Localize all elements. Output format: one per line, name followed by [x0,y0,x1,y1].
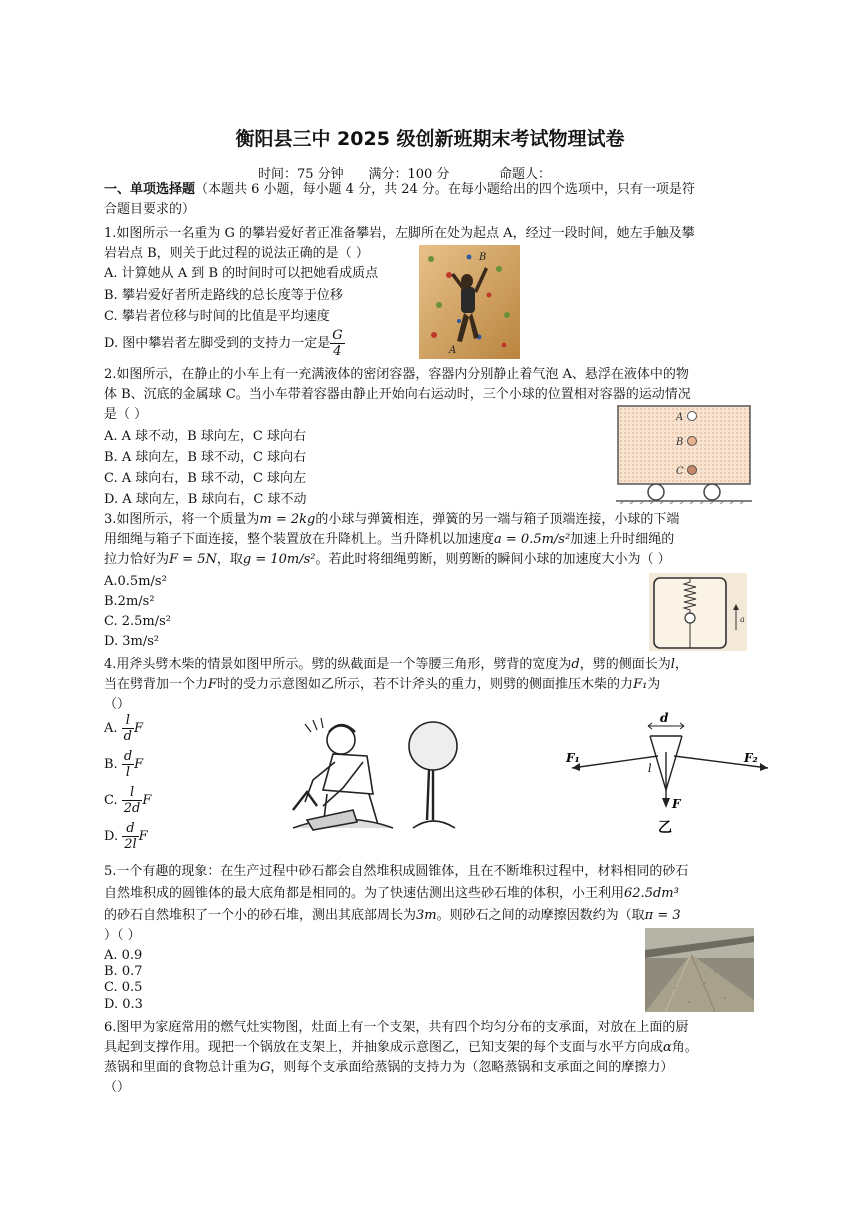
section-header [104,180,695,200]
q1-option-a: A. 计算她从 A 到 B 的时间时可以把她看成质点 [104,266,379,281]
q2-option-c: C. A 球向右，B 球不动，C 球向左 [104,471,307,486]
q4-stem-line1 [104,655,688,675]
exam-title: 衡阳县三中 2025 级创新班期末考试物理试卷 [235,128,625,150]
q1-option-d-fraction [330,328,344,359]
q6-text: ，则每个支承面给蒸锅的支持力为（忽略蒸锅和支承面之间的摩擦力） [270,1060,674,1075]
q5-text: 自然堆积成的圆锥体的最大底角都是相同的。为了快速估测出这些砂石堆的体积，小王利用 [104,886,625,901]
q5-option-b: B. 0.7 [104,964,143,979]
q4-woodcutter-illustration [283,710,468,838]
q4-option-b: B. $\frac{d}{l}$ F [104,749,144,780]
q4-diagram-label-f: F [672,797,681,811]
q2-container-diagram [616,404,752,504]
q1-img-label-b: B [479,252,487,263]
exam-meta: 时间：75 分钟 满分：100 分 命题人： [258,167,552,182]
q2-stem-line1: 2.如图所示，在静止的小车上有一充满液体的密闭容器，容器内分别静止着气泡 A、悬浮在液体中的物 [104,367,689,382]
q4-text: 4.用斧头劈木柴的情景如图甲所示。劈的纵截面是一个等腰三角形，劈背的宽度为 [104,657,572,672]
q2-label-b: B [676,437,684,448]
q5-stem-line4: ）（ ） [104,928,141,943]
section-header-line2: 合题目要求的） [104,202,196,217]
fraction-numerator: l [122,785,143,801]
q1-climbing-wall-photo [419,245,520,359]
q4-text: ，劈的侧面长为 [579,657,671,672]
q5-math-pi: π = 3 [644,908,681,923]
q3-text: 用细绳与箱子下面连接，整个装置放在升降机上。当升降机以加速度 [104,532,495,547]
q5-text: 的砂石自然堆积了一个小的砂石堆，测出其底部周长为 [104,908,417,923]
q3-option-c: C. 2.5m/s² [104,614,172,629]
q3-option-a: A.0.5m/s² [104,574,167,589]
q1-stem-line1: 1.如图所示一名重为 G 的攀岩爱好者正准备攀岩，左脚所在处为起点 A，经过一段时间，她左手触及攀 [104,226,695,241]
q4-stem-line3: （） [104,697,131,712]
q3-stem-line2 [104,530,674,550]
q1-option-d-text: D. 图中攀岩者左脚受到的支持力一定是 [104,336,331,351]
q6-stem-line4: （） [104,1080,131,1095]
q3-box-spring-diagram [648,572,748,652]
q4-math-F1: F₁ [633,677,648,692]
q6-text: 具起到支撑作用。现把一个锅放在支架上，并抽象成示意图乙，已知支架的每个支面与水平方向成 [104,1040,664,1055]
q5-option-a: A. 0.9 [104,948,143,963]
q1-stem-line2: 岩岩点 B，则关于此过程的说法正确的是（ ） [104,246,369,261]
q4-diagram-label-l: l [648,762,652,775]
q3-text: 加速上升时细绳的 [570,532,675,547]
fraction-denominator: 4 [333,344,342,359]
q5-sand-pile-photo [645,928,754,1012]
q4-diagram-label-f1: F₁ [566,751,580,765]
q1-img-label-a: A [449,345,457,356]
q6-text: 蒸锅和里面的食物总计重为 [104,1060,261,1075]
q4-option-a-fraction [122,713,134,744]
q4-stem-line2 [104,675,660,695]
q2-stem-line2: 体 B、沉底的金属球 C。当小车带着容器由静止开始向右运动时，三个小球的位置相对容器的运动情况 [104,387,691,402]
q6-text: 角。 [671,1040,698,1055]
q4-text: 时的受力示意图如乙所示，若不计斧头的重力，则劈的侧面推压木柴的力 [217,677,634,692]
q3-text: ，取 [216,552,243,567]
q3-stem-line3 [104,550,671,570]
q4-text: ， [674,657,688,672]
q3-math-accel: a = 0.5m/s² [494,532,571,547]
q5-stem-line3 [104,906,681,926]
q4-diagram-label-f2: F₂ [744,751,758,765]
q4-math-F: F [134,757,144,772]
q2-stem-line3: 是（ ） [104,407,148,422]
q4-option-d: D. $\frac{d}{2l}$ F [104,821,148,852]
q2-option-a: A. A 球不动，B 球向左，C 球向右 [104,429,306,444]
q4-math-F: F [208,677,218,692]
q4-option-b-fraction [122,749,134,780]
q4-math-F: F [138,829,148,844]
q2-option-d: D. A 球向左，B 球向右，C 球不动 [104,492,307,507]
q6-stem-line1: 6.图甲为家庭常用的燃气灶实物图，灶面上有一个支架，共有四个均匀分布的支承面，对放在上面的厨 [104,1020,689,1035]
q4-option-a: A. $\frac{l}{d}$ F [104,713,144,744]
q6-stem-line3 [104,1058,673,1078]
q4-option-d-fraction [122,821,138,852]
fraction-denominator: d [123,729,132,744]
q3-math-force: F = 5N [169,552,217,567]
q3-option-b: B.2m/s² [104,594,155,609]
q3-math-mass: m = 2kg [259,512,316,527]
q3-math-gravity: g = 10m/s² [242,552,316,567]
q2-label-c: C [676,466,684,477]
q6-stem-line2 [104,1038,698,1058]
section-header-text: （本题共 6 小题，每小题 4 分，共 24 分。在每小题给出的四个选项中，只有一项是符 [195,182,695,197]
fraction-numerator: G [332,328,343,343]
q3-text: 。若此时将细绳剪断，则剪断的瞬间小球的加速度大小为（ ） [315,552,671,567]
q1-option-b: B. 攀岩爱好者所走路线的总长度等于位移 [104,288,343,303]
fraction-numerator: l [122,713,134,729]
q1-option-d [104,328,345,359]
q4-math-l: l [670,657,675,672]
section-header-bold: 一、单项选择题 [104,182,196,197]
q1-option-c: C. 攀岩者位移与时间的比值是平均速度 [104,309,330,324]
q2-label-a: A [676,412,684,423]
q5-option-d: D. 0.3 [104,997,143,1012]
q3-stem-line1 [104,510,679,530]
q4-text: 当在劈背加一个力 [104,677,209,692]
q2-option-b: B. A 球向左，B 球不动，C 球向右 [104,450,307,465]
fraction-numerator: d [122,821,138,837]
q3-option-d: D. 3m/s² [104,634,160,649]
q5-text: 。则砂石之间的动摩擦因数约为（取 [436,908,645,923]
fraction-numerator: d [123,749,133,764]
q5-stem-line1: 5.一个有趣的现象：在生产过程中砂石都会自然堆积成圆锥体，且在不断堆积过程中，材料相同的砂石 [104,864,689,879]
q6-math-alpha: α [663,1040,672,1055]
q5-math-volume: 62.5dm³ [624,886,679,901]
q5-option-c: C. 0.5 [104,980,143,995]
q4-math-F: F [142,793,152,808]
fraction-denominator: 2l [124,837,137,852]
q3-text: 拉力恰好为 [104,552,170,567]
q4-option-c: C. $\frac{l}{2d}$ F [104,785,152,816]
q4-text: 为 [647,677,661,692]
q4-math-d: d [571,657,580,672]
q5-math-perimeter: 3m [416,908,437,923]
q5-stem-line2 [104,884,679,904]
fraction-denominator: 2d [123,801,141,816]
q3-img-label-a: a [740,615,745,624]
q4-diagram-caption: 乙 [658,820,672,836]
q4-math-F: F [133,721,144,736]
q4-option-c-fraction [122,785,143,816]
q3-text: 的小球与弹簧相连，弹簧的另一端与箱子顶端连接，小球的下端 [315,512,680,527]
q4-force-diagram [562,712,776,840]
q4-diagram-label-d: d [660,712,669,725]
fraction-denominator: l [125,765,131,780]
q6-math-G: G [260,1060,271,1075]
q3-text: 3.如图所示，将一个质量为 [104,512,260,527]
